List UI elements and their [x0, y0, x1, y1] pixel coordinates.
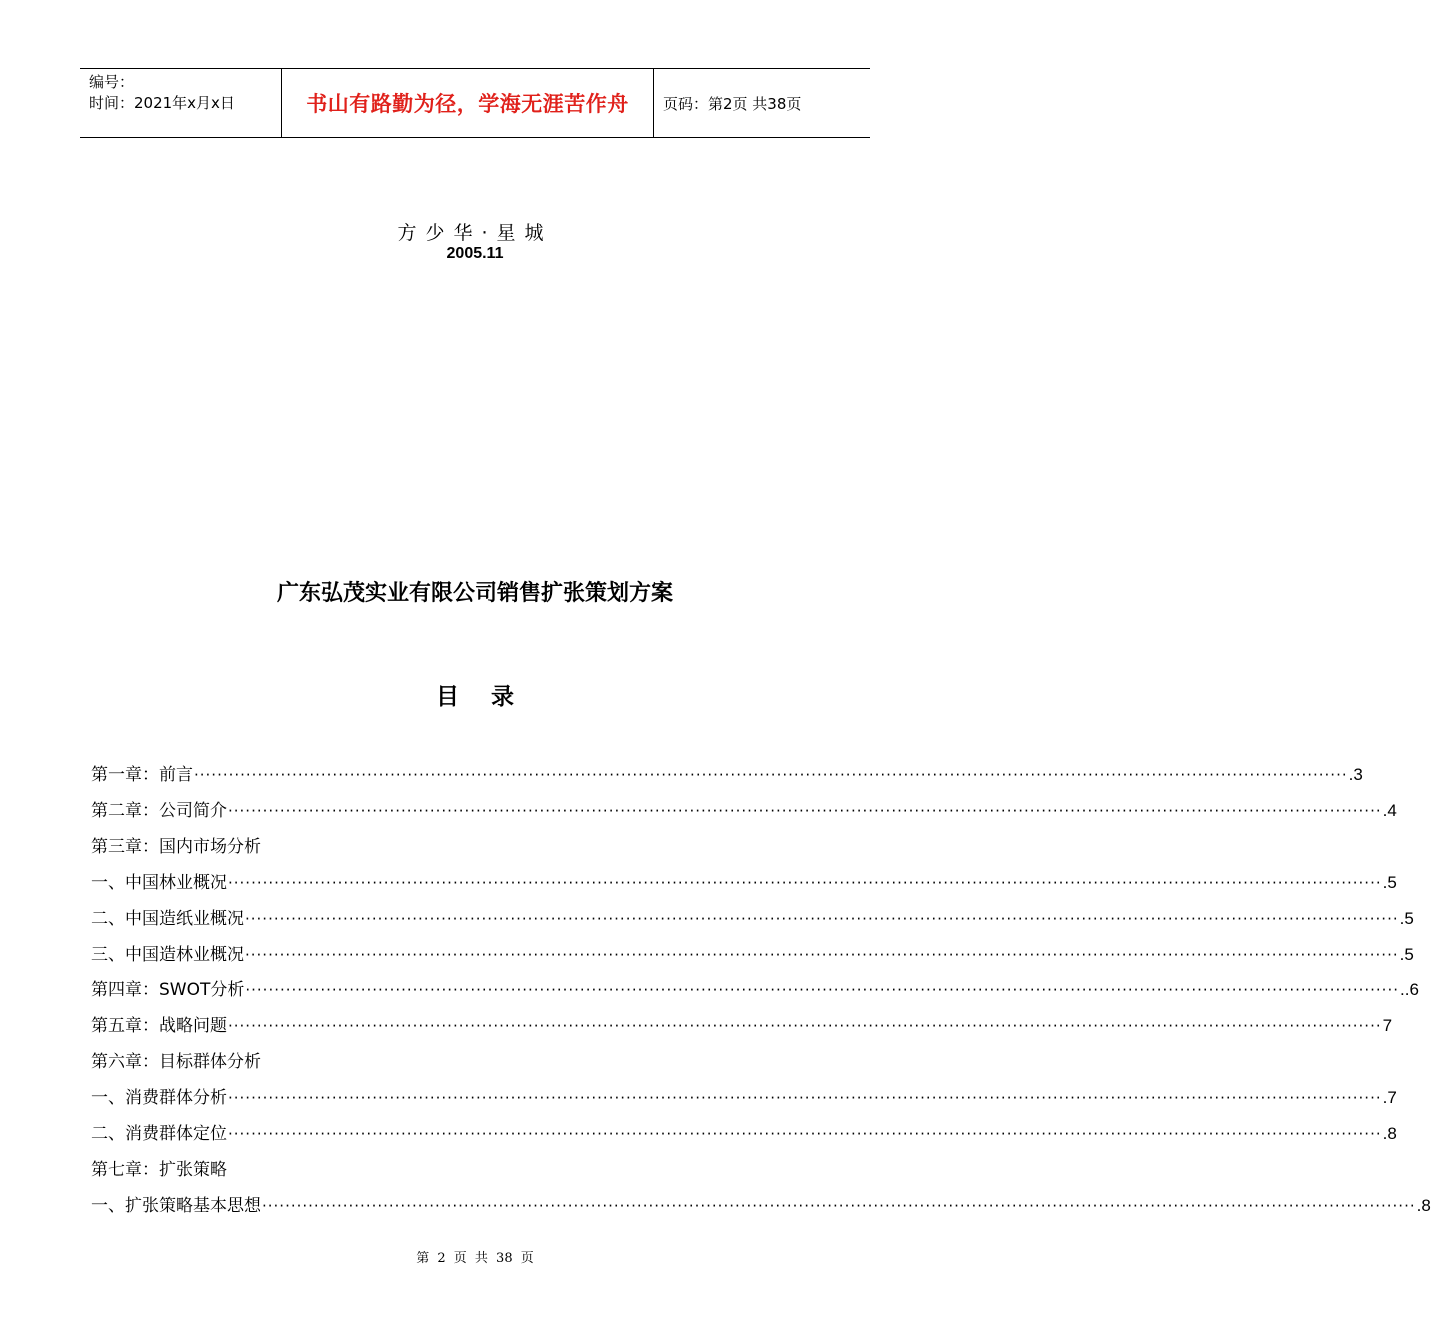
toc-entry[interactable] [91, 868, 1397, 904]
toc-entry[interactable] [91, 1155, 227, 1191]
header-meta-cell [80, 69, 281, 137]
document-date: 2005.11 [446, 245, 504, 262]
toc-entry-label: 第六章：目标群体分析 [91, 1052, 261, 1073]
toc-entry[interactable] [91, 940, 1414, 976]
toc-entry[interactable] [91, 904, 1414, 940]
toc-dot-leader: ········································································································································································································ [228, 1089, 1382, 1108]
toc-entry-label: 第二章：公司简介 [91, 800, 227, 821]
toc-dot-leader: ········································································································································································································ [228, 1017, 1382, 1036]
toc-dot-leader: ········································································································································································································ [194, 766, 1348, 784]
toc-entry[interactable] [91, 1083, 1397, 1119]
toc-entry-page: .8 [1416, 1195, 1431, 1215]
toc-entry[interactable] [91, 796, 1397, 832]
toc-entry-label: 第四章：SWOT分析 [91, 980, 245, 1001]
toc-dot-leader: ········································································································································································································ [245, 945, 1399, 964]
toc-entry-label: 第一章：前言 [91, 765, 193, 785]
toc-entry-label: 中国造林业概况 [125, 944, 244, 965]
toc-entry-page: .5 [1399, 908, 1414, 928]
toc-entry[interactable] [91, 1011, 1393, 1047]
toc-entry[interactable] [91, 832, 261, 868]
toc-entry-number: 一、 [91, 1088, 125, 1109]
toc-dot-leader: ········································································································································································································ [262, 1196, 1416, 1215]
toc-entry[interactable] [91, 1047, 261, 1083]
time-label: 时间：2021年x月x日 [89, 94, 235, 112]
toc-entry-page: ..6 [1400, 980, 1419, 1000]
toc-heading: 目录 [436, 684, 546, 710]
toc-entry-page: .3 [1348, 765, 1363, 784]
author-line: 方少华·星城 [397, 222, 553, 244]
toc-entry-page: .5 [1382, 872, 1397, 892]
toc-entry-number: 二、 [91, 908, 125, 929]
toc-entry-number: 三、 [91, 944, 125, 965]
toc-entry[interactable] [91, 760, 1363, 796]
toc-entry-label: 第五章：战略问题 [91, 1016, 227, 1037]
toc-entry-page: .8 [1382, 1124, 1397, 1143]
toc-entry-page: .5 [1399, 944, 1414, 964]
header-motto: 书山有路勤为径，学海无涯苦作舟 [281, 69, 654, 137]
toc-entry-number: 二、 [91, 1124, 125, 1144]
toc-dot-leader: ········································································································································································································ [228, 873, 1382, 892]
toc-dot-leader: ········································································································································································································ [228, 801, 1382, 820]
toc-dot-leader: ········································································································································································································ [245, 981, 1399, 1000]
toc-entry-page: 7 [1382, 1016, 1393, 1036]
number-label: 编号： [89, 73, 135, 91]
toc-entry-label: 中国造纸业概况 [125, 908, 244, 929]
toc-entry[interactable] [91, 1119, 1397, 1155]
document-title: 广东弘茂实业有限公司销售扩张策划方案 [276, 581, 673, 606]
toc-entry-label: 消费群体定位 [125, 1124, 227, 1144]
toc-entry-label: 第七章：扩张策略 [91, 1159, 227, 1180]
toc-entry-label: 消费群体分析 [125, 1088, 227, 1109]
toc-entry-number: 一、 [91, 872, 125, 893]
toc-entry[interactable] [91, 975, 1419, 1011]
toc-entry[interactable] [91, 1191, 1431, 1227]
page-footer: 第 2 页 共 38 页 [416, 1251, 534, 1266]
page-header-table [80, 68, 870, 138]
toc-entry-label: 中国林业概况 [125, 872, 227, 893]
header-page-info: 页码：第2页 共38页 [663, 94, 802, 113]
toc-entry-label: 扩张策略基本思想 [125, 1195, 261, 1216]
toc-entry-label: 第三章：国内市场分析 [91, 836, 261, 857]
toc-entry-number: 一、 [91, 1195, 125, 1216]
toc-entry-page: .4 [1382, 800, 1397, 820]
toc-dot-leader: ········································································································································································································ [228, 1125, 1382, 1143]
toc-dot-leader: ········································································································································································································ [245, 909, 1399, 928]
toc-entry-page: .7 [1382, 1088, 1397, 1108]
